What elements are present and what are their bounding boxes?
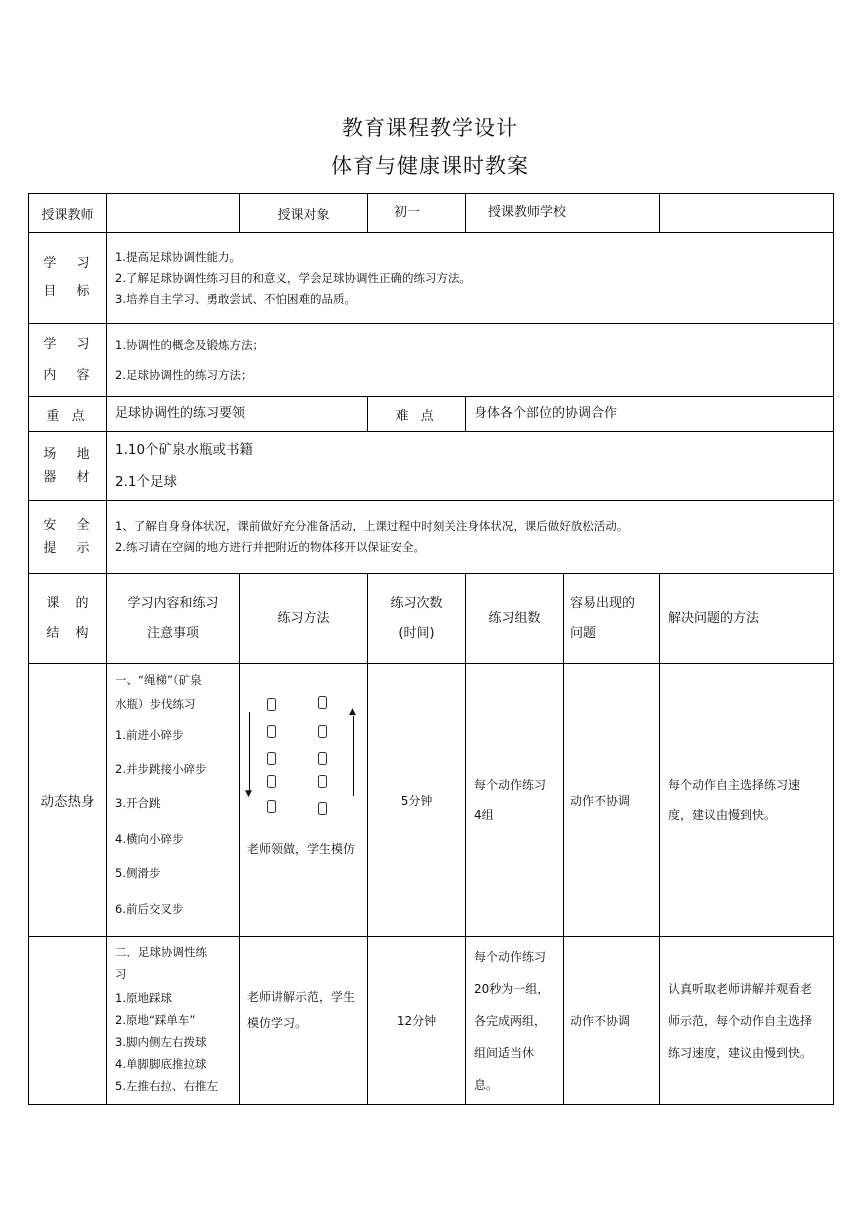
football-method: 老师讲解示范，学生 模仿学习。 <box>240 937 368 1105</box>
content-item: 2.足球协调性的练习方法； <box>115 368 253 382</box>
teacher-value <box>107 194 240 233</box>
warmup-row <box>29 664 834 937</box>
col-count-header: 练习次数 (时间) <box>368 574 466 664</box>
bottle-icon <box>267 698 276 711</box>
warmup-item: 4.横向小碎步 <box>115 832 184 846</box>
document-subtitle: 体育与健康课时教案 <box>331 154 529 178</box>
teacher-label: 授课教师 <box>29 194 107 233</box>
football-content <box>107 937 240 1105</box>
down-arrow-icon: ▼ <box>245 789 252 799</box>
football-groups: 每个动作练习 20秒为一组， 各完成两组， 组间适当休 息。 <box>466 937 564 1105</box>
warmup-content <box>107 664 240 937</box>
football-item: 4.单脚脚底推拉球 <box>115 1057 207 1071</box>
football-item: 2.原地“踩单车” <box>115 1013 196 1027</box>
bottle-icon <box>318 752 327 765</box>
col-content-header: 学习内容和练习 注意事项 <box>107 574 240 664</box>
school-label: 授课教师学校 <box>466 194 660 233</box>
venue-row <box>29 432 834 501</box>
goals-label: 学 习 目 标 <box>29 233 107 324</box>
warmup-item: 1.前进小碎步 <box>115 728 184 742</box>
key-row <box>29 397 834 432</box>
safety-item: 1、了解自身身体状况，课前做好充分准备活动，上课过程中时刻关注身体状况，课后做好放松活动。 <box>115 519 629 533</box>
bottle-ladder-diagram <box>240 664 367 934</box>
goal-item: 1.提高足球协调性能力。 <box>115 249 241 264</box>
safety-label: 安 全 提 示 <box>29 501 107 574</box>
venue-item: 1.10个矿泉水瓶或书籍 <box>115 442 254 458</box>
col-structure-header: 课 的 结 构 <box>29 574 107 664</box>
header-row <box>29 194 834 233</box>
bottle-icon <box>318 725 327 738</box>
safety-row <box>29 501 834 574</box>
key-label: 重 点 <box>29 397 107 432</box>
venue-label: 场 地 器 材 <box>29 432 107 501</box>
football-title: 二．足球协调性练 习 <box>115 945 207 981</box>
document-title: 教育课程教学设计 <box>342 116 518 140</box>
football-row <box>29 937 834 1105</box>
bottle-icon <box>267 775 276 788</box>
col-problem-header: 容易出现的 问题 <box>564 574 660 664</box>
col-groups-header: 练习组数 <box>466 574 564 664</box>
target-label: 授课对象 <box>240 194 368 233</box>
content-label: 学 习 内 容 <box>29 324 107 397</box>
difficulty-label: 难 点 <box>368 397 466 432</box>
football-item: 5.左推右拉、右推左 <box>115 1079 218 1093</box>
warmup-item: 6.前后交叉步 <box>115 902 184 916</box>
warmup-groups: 每个动作练习 4组 <box>466 664 564 937</box>
warmup-item: 3.开合跳 <box>115 796 161 810</box>
target-value: 初一 <box>368 194 466 233</box>
venue-list <box>107 432 834 501</box>
venue-item: 2.1个足球 <box>115 474 177 490</box>
bottle-icon <box>267 752 276 765</box>
warmup-method-text: 老师领做，学生模仿 <box>247 842 356 856</box>
bottle-icon <box>267 725 276 738</box>
goal-item: 2.了解足球协调性练习目的和意义，学会足球协调性正确的练习方法。 <box>115 270 471 285</box>
safety-item: 2.练习请在空阔的地方进行并把附近的物体移开以保证安全。 <box>115 540 425 554</box>
football-section <box>29 937 107 1105</box>
bottle-icon <box>318 802 327 815</box>
lesson-plan-table <box>28 193 834 1105</box>
bottle-icon <box>267 800 276 813</box>
safety-list <box>107 501 834 574</box>
col-solution-header: 解决问题的方法 <box>660 574 834 664</box>
content-row <box>29 324 834 397</box>
down-arrow-line <box>249 712 250 794</box>
goal-item: 3.培养自主学习、勇敢尝试、不怕困难的品质。 <box>115 291 356 306</box>
warmup-method <box>240 664 368 937</box>
warmup-item: 2.并步跳接小碎步 <box>115 762 207 776</box>
football-time: 12分钟 <box>368 937 466 1105</box>
goals-list <box>107 233 834 324</box>
warmup-section: 动态热身 <box>29 664 107 937</box>
structure-header-row <box>29 574 834 664</box>
school-value <box>660 194 834 233</box>
football-item: 3.脚内侧左右拨球 <box>115 1035 207 1049</box>
football-problem: 动作不协调 <box>564 937 660 1105</box>
warmup-title: 一、“绳梯”（矿泉 水瓶）步伐练习 <box>115 673 202 711</box>
up-arrow-icon: ▲ <box>349 707 356 717</box>
warmup-time: 5分钟 <box>368 664 466 937</box>
goals-row <box>29 233 834 324</box>
warmup-problem: 动作不协调 <box>564 664 660 937</box>
key-value: 足球协调性的练习要领 <box>107 397 368 432</box>
difficulty-value: 身体各个部位的协调合作 <box>466 397 834 432</box>
warmup-item: 5.侧滑步 <box>115 866 161 880</box>
warmup-solution: 每个动作自主选择练习速 度，建议由慢到快。 <box>660 664 834 937</box>
content-item: 1.协调性的概念及锻炼方法； <box>115 338 264 352</box>
col-method-header: 练习方法 <box>240 574 368 664</box>
up-arrow-line <box>353 716 354 796</box>
football-item: 1.原地踩球 <box>115 991 172 1005</box>
bottle-icon <box>318 696 327 709</box>
content-list <box>107 324 834 397</box>
bottle-icon <box>318 775 327 788</box>
football-solution: 认真听取老师讲解并观看老 师示范，每个动作自主选择 练习速度，建议由慢到快。 <box>660 937 834 1105</box>
